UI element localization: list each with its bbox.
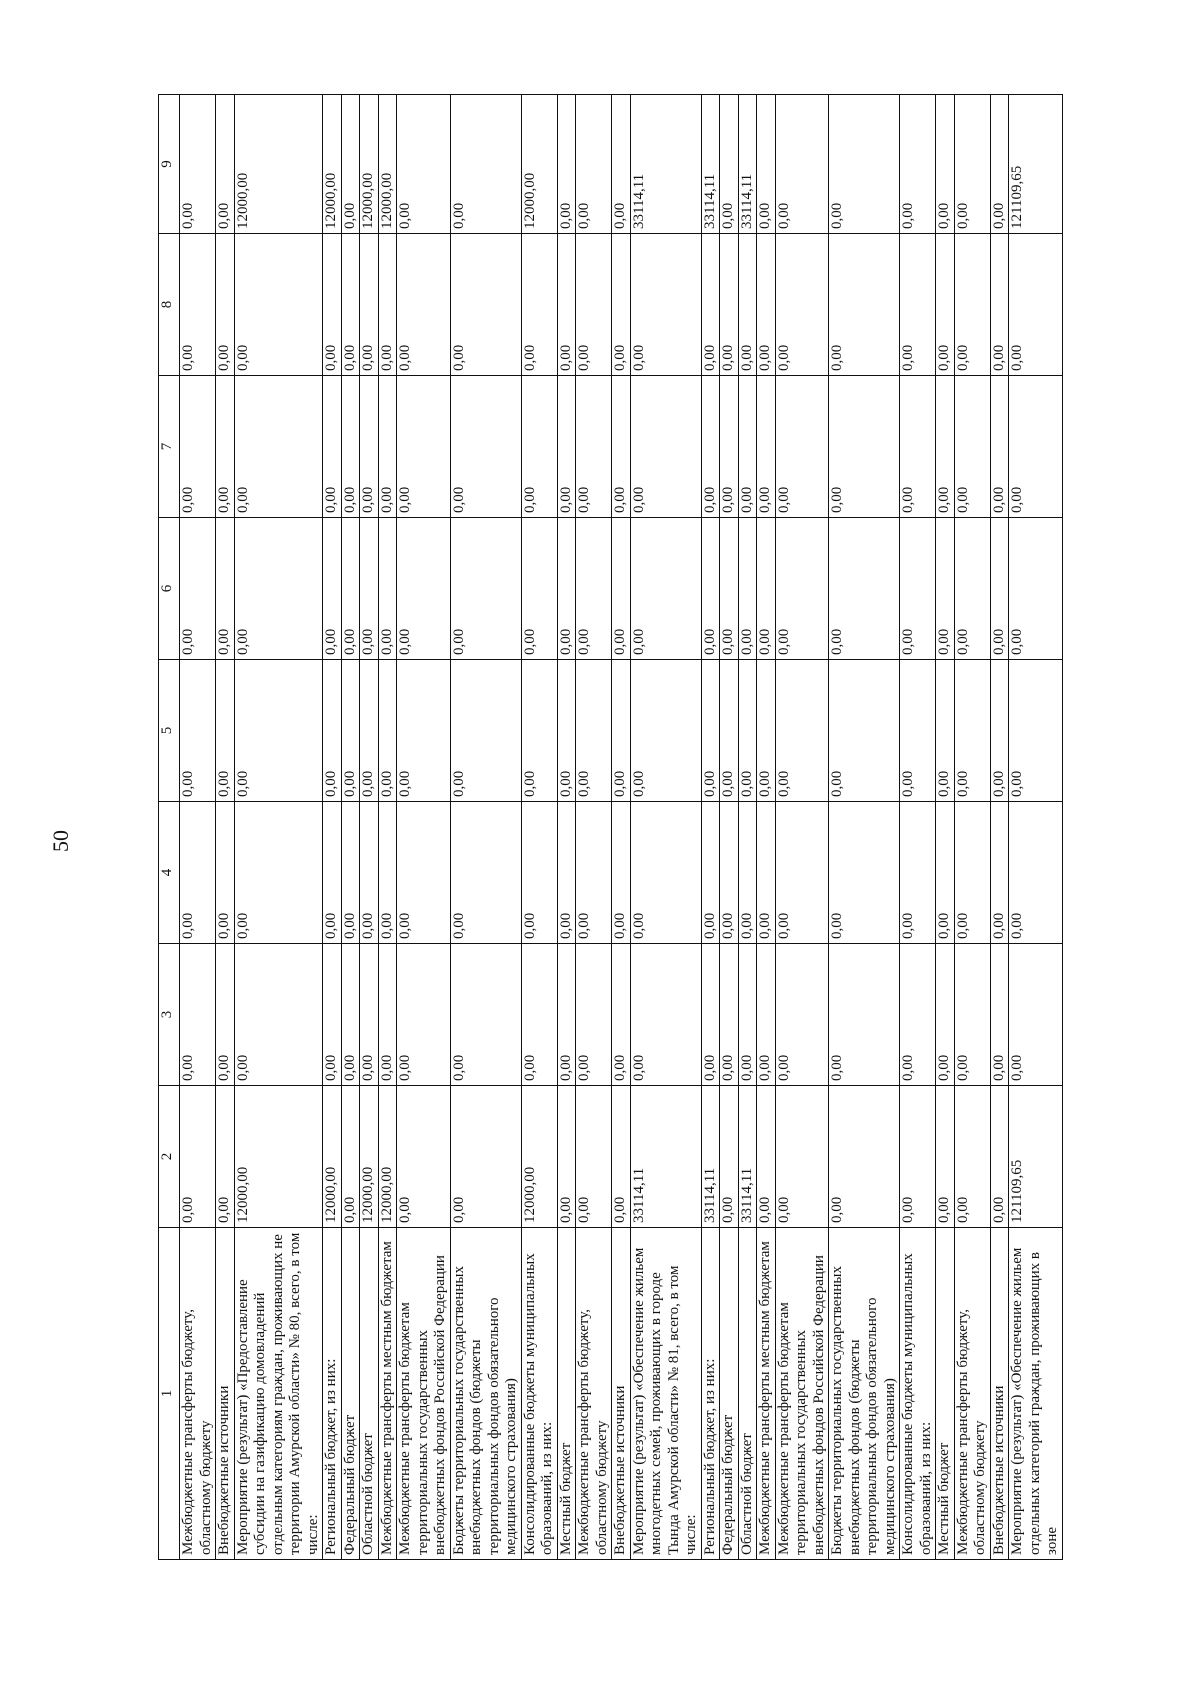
value-cell: 0,00	[216, 376, 235, 518]
value-cell: 0,00	[521, 234, 557, 376]
value-cell: 33114,11	[738, 95, 757, 234]
value-cell: 0,00	[378, 802, 397, 944]
value-cell: 0,00	[775, 376, 829, 518]
value-cell: 0,00	[954, 660, 990, 802]
value-cell: 0,00	[216, 234, 235, 376]
table-row	[323, 95, 342, 1560]
value-cell: 0,00	[757, 95, 776, 234]
value-cell: 0,00	[954, 802, 990, 944]
value-cell: 12000,00	[234, 95, 323, 234]
row-label: Консолидированные бюджеты муниципальных образований, из них:	[521, 1228, 557, 1560]
value-cell: 0,00	[450, 660, 521, 802]
row-label: Внебюджетные источники	[216, 1228, 235, 1560]
value-cell: 0,00	[397, 376, 451, 518]
value-cell: 0,00	[450, 234, 521, 376]
column-header-4: 4	[159, 802, 180, 944]
table-row	[234, 95, 323, 1560]
value-cell: 0,00	[900, 95, 936, 234]
value-cell: 0,00	[775, 802, 829, 944]
value-cell: 0,00	[341, 1086, 360, 1228]
value-cell: 0,00	[234, 660, 323, 802]
value-cell: 0,00	[180, 518, 216, 660]
row-label: Межбюджетные трансферты местным бюджетам	[378, 1228, 397, 1560]
value-cell: 0,00	[397, 1086, 451, 1228]
row-label: Мероприятие (результат) «Обеспечение жильем отдельных категорий граждан, проживающих в зоне	[1009, 1228, 1063, 1560]
value-cell: 0,00	[900, 518, 936, 660]
value-cell: 0,00	[630, 518, 701, 660]
table-row	[397, 95, 451, 1560]
value-cell: 0,00	[829, 95, 900, 234]
value-cell: 0,00	[757, 944, 776, 1086]
value-cell: 0,00	[612, 944, 631, 1086]
row-label: Бюджеты территориальных государственных внебюджетных фондов (бюджеты территориальных фондов обязательного медицинского страхования)	[450, 1228, 521, 1560]
row-label: Мероприятие (результат) «Обеспечение жильем многодетных семей, проживающих в городе Тында Амурской области» № 81, всего, в том числе:	[630, 1228, 701, 1560]
value-cell: 0,00	[378, 234, 397, 376]
value-cell: 0,00	[630, 660, 701, 802]
value-cell: 0,00	[990, 376, 1009, 518]
value-cell: 33114,11	[701, 1086, 720, 1228]
value-cell: 0,00	[397, 95, 451, 234]
rotated-table-container	[158, 95, 1200, 1560]
value-cell: 0,00	[900, 376, 936, 518]
value-cell: 0,00	[1009, 234, 1063, 376]
value-cell: 0,00	[360, 234, 379, 376]
value-cell: 0,00	[378, 518, 397, 660]
value-cell: 0,00	[701, 234, 720, 376]
value-cell: 0,00	[720, 234, 739, 376]
value-cell: 0,00	[701, 802, 720, 944]
value-cell: 0,00	[775, 518, 829, 660]
value-cell: 0,00	[900, 1086, 936, 1228]
value-cell: 0,00	[557, 944, 576, 1086]
value-cell: 12000,00	[378, 95, 397, 234]
table-row	[180, 95, 216, 1560]
row-label: Региональный бюджет, из них:	[323, 1228, 342, 1560]
value-cell: 0,00	[234, 518, 323, 660]
value-cell: 0,00	[1009, 376, 1063, 518]
value-cell: 0,00	[521, 518, 557, 660]
table-row	[557, 95, 576, 1560]
value-cell: 0,00	[612, 1086, 631, 1228]
value-cell: 0,00	[954, 376, 990, 518]
value-cell: 0,00	[630, 944, 701, 1086]
value-cell: 0,00	[576, 802, 612, 944]
value-cell: 12000,00	[360, 1086, 379, 1228]
value-cell: 0,00	[829, 518, 900, 660]
value-cell: 0,00	[216, 518, 235, 660]
value-cell: 0,00	[341, 376, 360, 518]
value-cell: 12000,00	[521, 1086, 557, 1228]
value-cell: 0,00	[936, 95, 955, 234]
row-label: Межбюджетные трансферты местным бюджетам	[757, 1228, 776, 1560]
value-cell: 0,00	[757, 1086, 776, 1228]
value-cell: 0,00	[720, 518, 739, 660]
value-cell: 12000,00	[521, 95, 557, 234]
value-cell: 0,00	[612, 802, 631, 944]
table-row	[521, 95, 557, 1560]
value-cell: 0,00	[576, 660, 612, 802]
value-cell: 0,00	[341, 802, 360, 944]
table-row	[701, 95, 720, 1560]
value-cell: 0,00	[954, 944, 990, 1086]
table-row	[936, 95, 955, 1560]
value-cell: 0,00	[341, 518, 360, 660]
table-row	[341, 95, 360, 1560]
value-cell: 0,00	[630, 802, 701, 944]
value-cell: 0,00	[521, 376, 557, 518]
table-row	[900, 95, 936, 1560]
value-cell: 0,00	[557, 376, 576, 518]
value-cell: 0,00	[378, 944, 397, 1086]
table-row	[216, 95, 235, 1560]
value-cell: 0,00	[612, 376, 631, 518]
value-cell: 0,00	[397, 660, 451, 802]
table-row	[757, 95, 776, 1560]
value-cell: 0,00	[323, 234, 342, 376]
value-cell: 0,00	[216, 1086, 235, 1228]
value-cell: 121109,65	[1009, 95, 1063, 234]
value-cell: 0,00	[450, 802, 521, 944]
column-header-8: 8	[159, 234, 180, 376]
value-cell: 0,00	[341, 944, 360, 1086]
page-number: 50	[48, 830, 73, 852]
table-row	[450, 95, 521, 1560]
value-cell: 12000,00	[378, 1086, 397, 1228]
row-label: Областной бюджет	[738, 1228, 757, 1560]
value-cell: 0,00	[576, 95, 612, 234]
value-cell: 0,00	[829, 660, 900, 802]
value-cell: 12000,00	[234, 1086, 323, 1228]
value-cell: 0,00	[612, 234, 631, 376]
table-row	[829, 95, 900, 1560]
value-cell: 0,00	[576, 944, 612, 1086]
value-cell: 0,00	[900, 944, 936, 1086]
value-cell: 0,00	[180, 660, 216, 802]
value-cell: 0,00	[720, 660, 739, 802]
row-label: Мероприятие (результат) «Предоставление субсидии на газификацию домовладений отдельным категориям граждан, проживающих не территории Амурской области» № 80, всего, в том числе:	[234, 1228, 323, 1560]
value-cell: 0,00	[341, 95, 360, 234]
value-cell: 0,00	[397, 518, 451, 660]
value-cell: 121109,65	[1009, 1086, 1063, 1228]
value-cell: 0,00	[360, 660, 379, 802]
value-cell: 0,00	[1009, 944, 1063, 1086]
value-cell: 0,00	[630, 234, 701, 376]
value-cell: 0,00	[990, 660, 1009, 802]
row-label: Региональный бюджет, из них:	[701, 1228, 720, 1560]
value-cell: 0,00	[990, 1086, 1009, 1228]
value-cell: 0,00	[323, 660, 342, 802]
value-cell: 0,00	[323, 376, 342, 518]
value-cell: 0,00	[397, 802, 451, 944]
value-cell: 0,00	[738, 234, 757, 376]
value-cell: 0,00	[216, 660, 235, 802]
value-cell: 0,00	[234, 944, 323, 1086]
value-cell: 33114,11	[701, 95, 720, 234]
value-cell: 0,00	[630, 376, 701, 518]
value-cell: 0,00	[180, 1086, 216, 1228]
column-header-1: 1	[159, 1228, 180, 1560]
value-cell: 0,00	[557, 95, 576, 234]
value-cell: 0,00	[720, 802, 739, 944]
value-cell: 0,00	[990, 234, 1009, 376]
value-cell: 0,00	[521, 802, 557, 944]
value-cell: 0,00	[936, 376, 955, 518]
value-cell: 0,00	[323, 518, 342, 660]
table-row	[612, 95, 631, 1560]
value-cell: 0,00	[360, 944, 379, 1086]
row-label: Бюджеты территориальных государственных внебюджетных фондов (бюджеты территориальных фондов обязательного медицинского страхования)	[829, 1228, 900, 1560]
value-cell: 0,00	[738, 518, 757, 660]
row-label: Внебюджетные источники	[990, 1228, 1009, 1560]
value-cell: 0,00	[323, 802, 342, 944]
value-cell: 0,00	[612, 95, 631, 234]
row-label: Межбюджетные трансферты бюджетам территориальных государственных внебюджетных фондов Российской Федерации	[775, 1228, 829, 1560]
value-cell: 0,00	[954, 234, 990, 376]
row-label: Федеральный бюджет	[341, 1228, 360, 1560]
value-cell: 0,00	[990, 802, 1009, 944]
value-cell: 0,00	[216, 95, 235, 234]
value-cell: 0,00	[450, 944, 521, 1086]
value-cell: 0,00	[397, 234, 451, 376]
value-cell: 0,00	[450, 1086, 521, 1228]
value-cell: 0,00	[936, 802, 955, 944]
value-cell: 0,00	[341, 234, 360, 376]
value-cell: 0,00	[1009, 518, 1063, 660]
value-cell: 0,00	[936, 518, 955, 660]
value-cell: 0,00	[360, 376, 379, 518]
value-cell: 0,00	[829, 376, 900, 518]
value-cell: 0,00	[557, 1086, 576, 1228]
value-cell: 0,00	[829, 802, 900, 944]
value-cell: 0,00	[757, 376, 776, 518]
value-cell: 0,00	[557, 234, 576, 376]
header-row	[159, 95, 180, 1560]
value-cell: 0,00	[576, 1086, 612, 1228]
table-row	[1009, 95, 1063, 1560]
value-cell: 0,00	[450, 95, 521, 234]
value-cell: 0,00	[900, 234, 936, 376]
value-cell: 0,00	[612, 660, 631, 802]
value-cell: 0,00	[341, 660, 360, 802]
value-cell: 0,00	[738, 944, 757, 1086]
value-cell: 0,00	[720, 376, 739, 518]
row-label: Межбюджетные трансферты бюджетам территориальных государственных внебюджетных фондов Российской Федерации	[397, 1228, 451, 1560]
value-cell: 0,00	[234, 802, 323, 944]
table-row	[576, 95, 612, 1560]
value-cell: 0,00	[557, 660, 576, 802]
value-cell: 0,00	[775, 660, 829, 802]
table-row	[738, 95, 757, 1560]
table-body	[180, 95, 1063, 1560]
value-cell: 0,00	[990, 944, 1009, 1086]
value-cell: 0,00	[720, 1086, 739, 1228]
table-row	[775, 95, 829, 1560]
value-cell: 0,00	[397, 944, 451, 1086]
value-cell: 33114,11	[630, 1086, 701, 1228]
value-cell: 0,00	[234, 234, 323, 376]
value-cell: 0,00	[378, 660, 397, 802]
value-cell: 0,00	[990, 518, 1009, 660]
value-cell: 0,00	[557, 518, 576, 660]
value-cell: 33114,11	[630, 95, 701, 234]
column-header-6: 6	[159, 518, 180, 660]
value-cell: 0,00	[180, 802, 216, 944]
value-cell: 0,00	[557, 802, 576, 944]
value-cell: 0,00	[954, 1086, 990, 1228]
value-cell: 0,00	[450, 518, 521, 660]
value-cell: 0,00	[180, 944, 216, 1086]
value-cell: 33114,11	[738, 1086, 757, 1228]
value-cell: 0,00	[180, 95, 216, 234]
value-cell: 0,00	[775, 95, 829, 234]
value-cell: 0,00	[701, 660, 720, 802]
row-label: Местный бюджет	[557, 1228, 576, 1560]
value-cell: 0,00	[180, 376, 216, 518]
column-header-3: 3	[159, 944, 180, 1086]
value-cell: 0,00	[701, 518, 720, 660]
value-cell: 0,00	[360, 518, 379, 660]
row-label: Межбюджетные трансферты бюджету, областному бюджету	[180, 1228, 216, 1560]
table-row	[720, 95, 739, 1560]
table-row	[630, 95, 701, 1560]
value-cell: 0,00	[829, 1086, 900, 1228]
value-cell: 0,00	[701, 944, 720, 1086]
value-cell: 0,00	[323, 944, 342, 1086]
value-cell: 0,00	[701, 376, 720, 518]
column-header-9: 9	[159, 95, 180, 234]
value-cell: 0,00	[757, 234, 776, 376]
value-cell: 0,00	[829, 234, 900, 376]
value-cell: 0,00	[576, 234, 612, 376]
value-cell: 0,00	[900, 802, 936, 944]
value-cell: 0,00	[521, 944, 557, 1086]
value-cell: 12000,00	[360, 95, 379, 234]
value-cell: 0,00	[1009, 660, 1063, 802]
value-cell: 0,00	[775, 1086, 829, 1228]
value-cell: 0,00	[738, 660, 757, 802]
column-header-5: 5	[159, 660, 180, 802]
row-label: Федеральный бюджет	[720, 1228, 739, 1560]
value-cell: 0,00	[216, 944, 235, 1086]
table-row	[954, 95, 990, 1560]
value-cell: 0,00	[1009, 802, 1063, 944]
budget-table	[158, 94, 1063, 1560]
value-cell: 0,00	[954, 95, 990, 234]
value-cell: 0,00	[936, 234, 955, 376]
value-cell: 0,00	[521, 660, 557, 802]
value-cell: 0,00	[936, 660, 955, 802]
value-cell: 0,00	[216, 802, 235, 944]
row-label: Внебюджетные источники	[612, 1228, 631, 1560]
value-cell: 0,00	[450, 376, 521, 518]
table-row	[360, 95, 379, 1560]
value-cell: 0,00	[990, 95, 1009, 234]
value-cell: 0,00	[234, 376, 323, 518]
value-cell: 0,00	[829, 944, 900, 1086]
value-cell: 0,00	[576, 376, 612, 518]
value-cell: 0,00	[720, 95, 739, 234]
value-cell: 0,00	[738, 802, 757, 944]
value-cell: 0,00	[936, 944, 955, 1086]
value-cell: 0,00	[954, 518, 990, 660]
value-cell: 0,00	[378, 376, 397, 518]
value-cell: 12000,00	[323, 1086, 342, 1228]
value-cell: 0,00	[757, 518, 776, 660]
value-cell: 0,00	[775, 234, 829, 376]
row-label: Местный бюджет	[936, 1228, 955, 1560]
row-label: Областной бюджет	[360, 1228, 379, 1560]
value-cell: 0,00	[757, 660, 776, 802]
table-row	[378, 95, 397, 1560]
value-cell: 0,00	[720, 944, 739, 1086]
value-cell: 0,00	[612, 518, 631, 660]
value-cell: 0,00	[900, 660, 936, 802]
row-label: Консолидированные бюджеты муниципальных образований, из них:	[900, 1228, 936, 1560]
value-cell: 0,00	[775, 944, 829, 1086]
value-cell: 0,00	[180, 234, 216, 376]
value-cell: 0,00	[576, 518, 612, 660]
value-cell: 0,00	[936, 1086, 955, 1228]
value-cell: 0,00	[360, 802, 379, 944]
value-cell: 0,00	[738, 376, 757, 518]
column-header-7: 7	[159, 376, 180, 518]
value-cell: 0,00	[757, 802, 776, 944]
column-header-2: 2	[159, 1086, 180, 1228]
value-cell: 12000,00	[323, 95, 342, 234]
table-row	[990, 95, 1009, 1560]
row-label: Межбюджетные трансферты бюджету, областному бюджету	[576, 1228, 612, 1560]
row-label: Межбюджетные трансферты бюджету, областному бюджету	[954, 1228, 990, 1560]
